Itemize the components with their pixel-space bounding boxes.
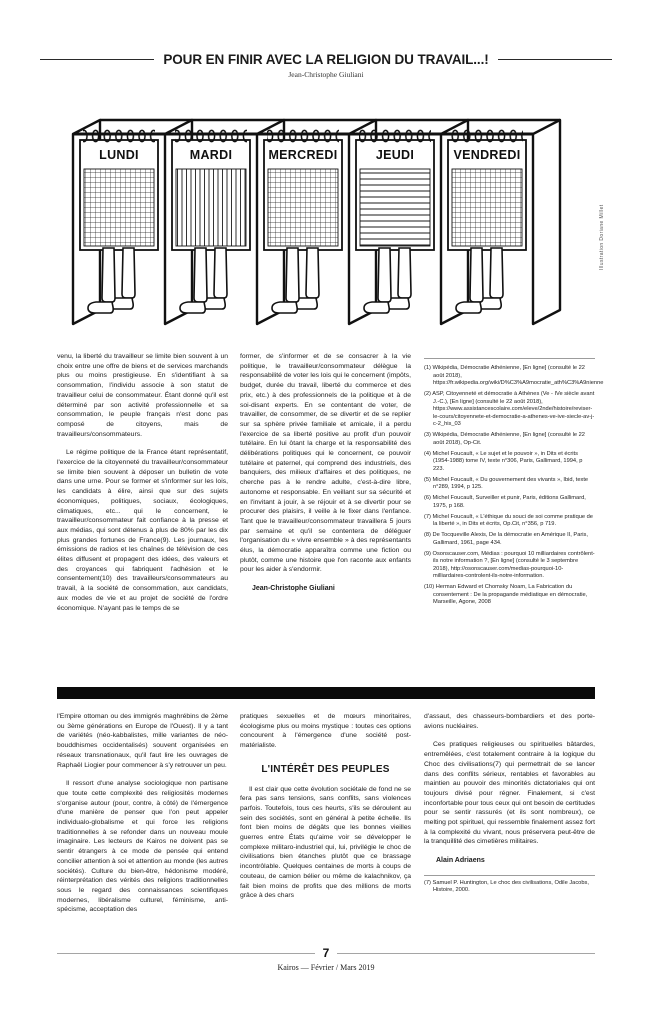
calendar-pattern: [360, 169, 430, 246]
paragraph: Le régime politique de la France étant représentatif, l'exercice de la citoyenneté du travailleur/consommateur se limite bien souvent à déposer un bulletin de vote dans une urne. Pour se former et s'informer sur les lois, les candidats à élire, ainsi que sur des sujets économiques, politiques, sociaux, écologiques, climatiques, etc... qui le concernent, le travailleur/consommateur fait confiance à la presse et aux médias, qui sont détenus à plus de 80% par les dix plus grandes fortunes de France(9). Les journaux, les émissions de radios et les chaînes de télévision de ces élites diffusent et propagent des idées, des valeurs et des croyances qui fabriquent l'adhésion et le consentement(10) des travailleurs/consommateurs au travail, à la société de consommation, aux candidats, aux modes de vie et au projet de société de l'ordre économique. N'ayant pas le temps de se: [57, 449, 228, 612]
illustration-credit: Illustration Doriane Millet: [599, 204, 605, 270]
paragraph: (3) Wikipédia, Démocratie Athénienne, [En ligne] (consulté le 22 août 2018), Op-Cit.: [424, 432, 585, 446]
voting-booths-illustration: [55, 112, 600, 347]
issue-line: Kairos — Février / Mars 2019: [277, 963, 375, 972]
paragraph: (5) Michel Foucault, « Du gouvernement des vivants », Ibid, texte n°289, 1994, p 125.: [424, 476, 589, 490]
footnotes-list: [424, 365, 604, 607]
booth-day-label: VENDREDI: [453, 148, 521, 162]
booth-day-label: MARDI: [189, 148, 233, 162]
footnotes-column: [424, 358, 604, 610]
spiral-rings: [359, 129, 431, 145]
author-signature: Jean-Christophe Giuliani: [252, 585, 335, 593]
paragraph: (2) ASP, Citoyenneté et démocratie à Athènes (Ve - IVe siècle avant J.-C.), [En ligne] (consulté le 22 août 2018), https://www.assistancescolaire.com/eleve/2nde/histoire/reviser-le-cours/citoyennete-et-democratie-a-athenes-ve-ive-siecle-av-j-c-2_his_03: [424, 391, 595, 427]
paragraph: pratiques sexuelles et de mœurs minoritaires, écologisme plus ou moins mystique : toutes ces options concourent à l'émergence d'une société post-matérialiste.: [240, 713, 411, 750]
calendar-pattern: [452, 169, 522, 246]
column-text: [240, 352, 411, 575]
paragraph: (1) Wikipédia, Démocratie Athénienne, [En ligne] (consulté le 22 août 2018), https://fr.wikipedia.org/wiki/D%C3%A9mocratie_ath%C3%A9nienne: [424, 365, 604, 386]
paragraph: (9) Osonscauser.com, Médias : pourquoi 10 milliardaires contrôlent-ils notre information ?, [En ligne] (consulté le 3 septembre 2018), http://osonscauser.com/medias-pourquoi-10-milliardaires-controlent-ils-notre-information.: [424, 550, 595, 579]
booth-day-label: LUNDI: [99, 148, 139, 162]
paragraph: (4) Michel Foucault, « Le sujet et le pouvoir », in Dits et écrits (1954-1988) tome IV, texte n°306, Paris, Gallimard, 1994, p 223.: [424, 450, 583, 472]
paragraph: Il ressort d'une analyse sociologique non partisane que toute cette complexité des religiosités modernes s'organise autour (pour, contre, à côté) de l'émergence d'une manière de penser que l'on peut appeler individualo-globalisme et qui force les religions traditionnelles à se refonder dans un nouveau moule imaginaire. Les lecteurs de Kairos ne doivent pas se sentir étrangers à ce mode de pensée qui entend concilier attention à soi et attention au monde (les autres sociétés). Culture du bien-être, hédonisme modéré, réinterprétation des vérités des religions traditionnelles sous le regard des connaissances scientifiques modernes, libéralisme culturel, féminisme, anti-spécisme, acceptation des: [57, 780, 228, 914]
author-byline: Jean-Christophe Giuliani: [288, 70, 364, 79]
column-text: [240, 712, 411, 751]
paragraph: Il est clair que cette évolution sociétale de fond ne se fera pas sans tensions, sans conflits, sans violences parfois. Toutefois, tous ces heurts, s'ils se déroulent au sein des sociétés, sont en général à petite échelle. Ils font bien moins de dégâts que les bonnes vieilles guerres entre États qu'aime voir se développer le complexe militaro-industriel qui, lui, privilégie le choc de civilisations bien étanches plutôt que ce brassage incontrôlable. Quelques centaines de morts à coups de couteau, de camion bélier ou même de kalachnikov, ça fait bien moins de profits que des millions de morts grâce à des chars: [240, 785, 411, 900]
article-upper-column-1: [57, 352, 228, 622]
footer-rule-left: [57, 953, 315, 954]
masthead-row: [40, 52, 612, 67]
author-signature: Alain Adriaens: [436, 857, 485, 865]
masthead: [40, 52, 612, 79]
booth-day-label: JEUDI: [375, 148, 415, 162]
article-lower-column-1: [57, 712, 228, 924]
spiral-rings: [175, 129, 247, 145]
footnote: (7) Samuel P. Huntington, Le choc des civilisations, Odile Jacobs, Histoire, 2000.: [424, 879, 589, 894]
column-text: [57, 712, 228, 915]
calendar-pattern: [84, 169, 154, 246]
column-text: [424, 712, 595, 847]
paragraph: former, de s'informer et de se consacrer à la vie politique, le travailleur/consommateur délègue la responsabilité de voter les lois qui le concernent (impôts, budget, durée du travail, liberté du commerce et des prix, etc.) à des professionnels de la politique et à de soi-disant experts. En se contentant de voter, de travailler, de consommer, de se divertir et de se replier sur sa sphère privée familiale et amicale, il a perdu l'exercice de sa liberté positive au profit d'un pouvoir tutélaire. En lui ôtant la charge et la responsabilité des délibérations politiques qui le concernent, ce pouvoir tutélaire et paternel, qui comprend des industriels, des banquiers, des milieux d'affaires et des politiques, ne cherche pas à le rendre adulte, c'est-à-dire libre, autonome et responsable. En veillant sur sa sécurité et en l'invitant à jouir, à se réjouir et à se divertir pour se procurer des plaisirs, il veille à le fixer dans l'enfance. Tant que le travailleur/consommateur travaillera 5 jours par semaine et qu'il se contentera de déléguer l'organisation du « vivre ensemble » à des représentants élus, la démocratie apparaîtra comme une fiction ou plutôt, comme une histoire que l'on raconte aux enfants pour les aider à s'endormir.: [240, 353, 411, 574]
spiral-rings: [83, 129, 155, 145]
paragraph: (8) De Tocqueville Alexis, De la démocratie en Amérique II, Paris, Gallimard, 1961, page 434.: [424, 532, 588, 546]
booth-divider: [533, 120, 560, 324]
section-heading: L'INTÉRÊT DES PEUPLES: [261, 763, 390, 775]
article-lower-column-3: [424, 712, 595, 895]
column-text: [240, 785, 411, 901]
column-text: [57, 352, 228, 613]
paragraph: (7) Michel Foucault, « L'éthique du souci de soi comme pratique de la liberté », in Dits et écrits, Op.Cit, n°356, p 719.: [424, 513, 593, 527]
article-lower-column-2: [240, 712, 411, 910]
paragraph: d'assaut, des chasseurs-bombardiers et des porte-avions nucléaires.: [424, 713, 595, 730]
paragraph: venu, la liberté du travailleur se limite bien souvent à un choix entre une offre de biens et de services marchands plus ou moins prestigieuse. En s'identifiant à sa consommation, l'individu associe à son statut de travailleur celui de consommateur. Étant donné qu'il est déterminé par son activité professionnelle et sa consommation, le peuple français n'est donc pas composé de citoyens, mais de travailleurs/consommateurs.: [57, 353, 228, 438]
footer-rule-right: [337, 953, 595, 954]
page-number: 7: [322, 946, 330, 960]
article-upper-column-2: [240, 352, 411, 603]
calendar-pattern: [176, 169, 246, 246]
title-rule-left: [40, 59, 154, 61]
paragraph: (10) Herman Edward et Chomsky Noam, La Fabrication du consentement : De la propagande médiatique en démocratie, Marseille, Agone, 2008: [424, 584, 588, 605]
footer-page-number-row: [57, 946, 595, 960]
section-divider-bar: [57, 687, 595, 699]
paragraph: Ces pratiques religieuses ou spirituelles bâtardes, entremêlées, c'est totalement contraire à la logique du Choc des civilisations(7) qui permettrait de se lancer dans des conflits sérieux, rentables et favorables au maintien au pouvoir des minorités dictatoriales qui ont toujours divisé pour régner. Finalement, si c'est inconfortable pour tous ceux qui ont besoin de certitudes pour se sentir rassurés (et ils sont nombreux), ce melting pot spirituel, qui ressemble finalement assez fort à la complexité du vivant, nous préservera peut-être de la tranquillité des cimetières militaires.: [424, 741, 595, 846]
booth-day-label: MERCREDI: [268, 148, 338, 162]
title-rule-right: [498, 59, 612, 61]
paragraph: (6) Michel Foucault, Surveiller et punir, Paris, éditions Gallimard, 1975, p 168.: [424, 495, 586, 509]
page-title: POUR EN FINIR AVEC LA RELIGION DU TRAVAIL...!: [163, 52, 489, 67]
spiral-rings: [451, 129, 523, 145]
calendar-pattern: [268, 169, 338, 246]
footnote-block: [424, 875, 595, 895]
spiral-rings: [267, 129, 339, 145]
paragraph: l'Empire ottoman ou des immigrés maghrébins de 2ème ou 3ème générations en Europe de l'Ouest). Il y a tant de variétés (néo-kabbalistes, mille variantes de néo-bouddhismes occidentalisés) souvent organisées en réseaux transnationaux, qu'il faut lire les ouvrages de Raphaël Liogier pour commencer à s'y retrouver un peu.: [57, 713, 228, 769]
